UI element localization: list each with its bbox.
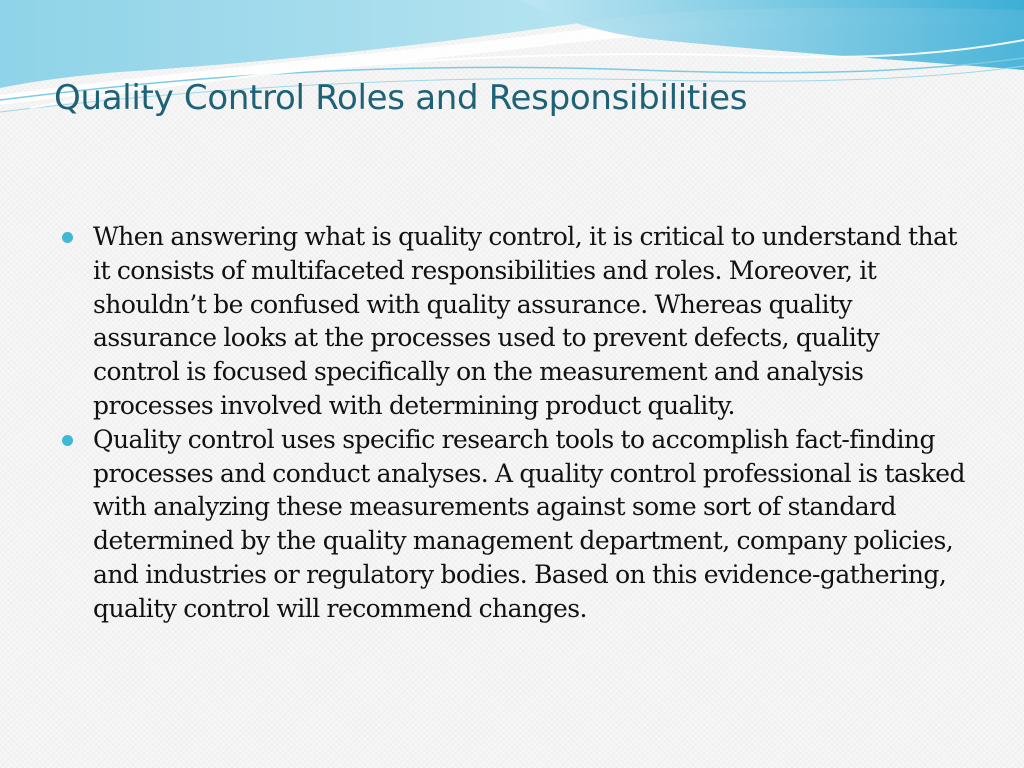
bullet-list: [60, 220, 970, 626]
slide-title: Quality Control Roles and Responsibilities: [54, 78, 748, 118]
bullet-text: When answering what is quality control, it is critical to understand that it consists of multifaceted responsibilities and roles. Moreover, it shouldn’t be confused with quality assurance. Whereas quality assurance looks at the processes used to prevent defects, quality control is focused specifically on the measurement and analysis processes involved with determining product quality.: [93, 222, 957, 420]
bullet-item: [60, 423, 970, 626]
bullet-dot-icon: [62, 435, 73, 446]
bullet-item: [60, 220, 970, 423]
bullet-text: Quality control uses specific research tools to accomplish fact-finding processes and conduct analyses. A quality control professional is tasked with analyzing these measurements against some sort of standard determined by the quality management department, company policies, and industries or regulatory bodies. Based on this evidence-gathering, quality control will recommend changes.: [93, 424, 965, 623]
bullet-dot-icon: [62, 232, 73, 243]
